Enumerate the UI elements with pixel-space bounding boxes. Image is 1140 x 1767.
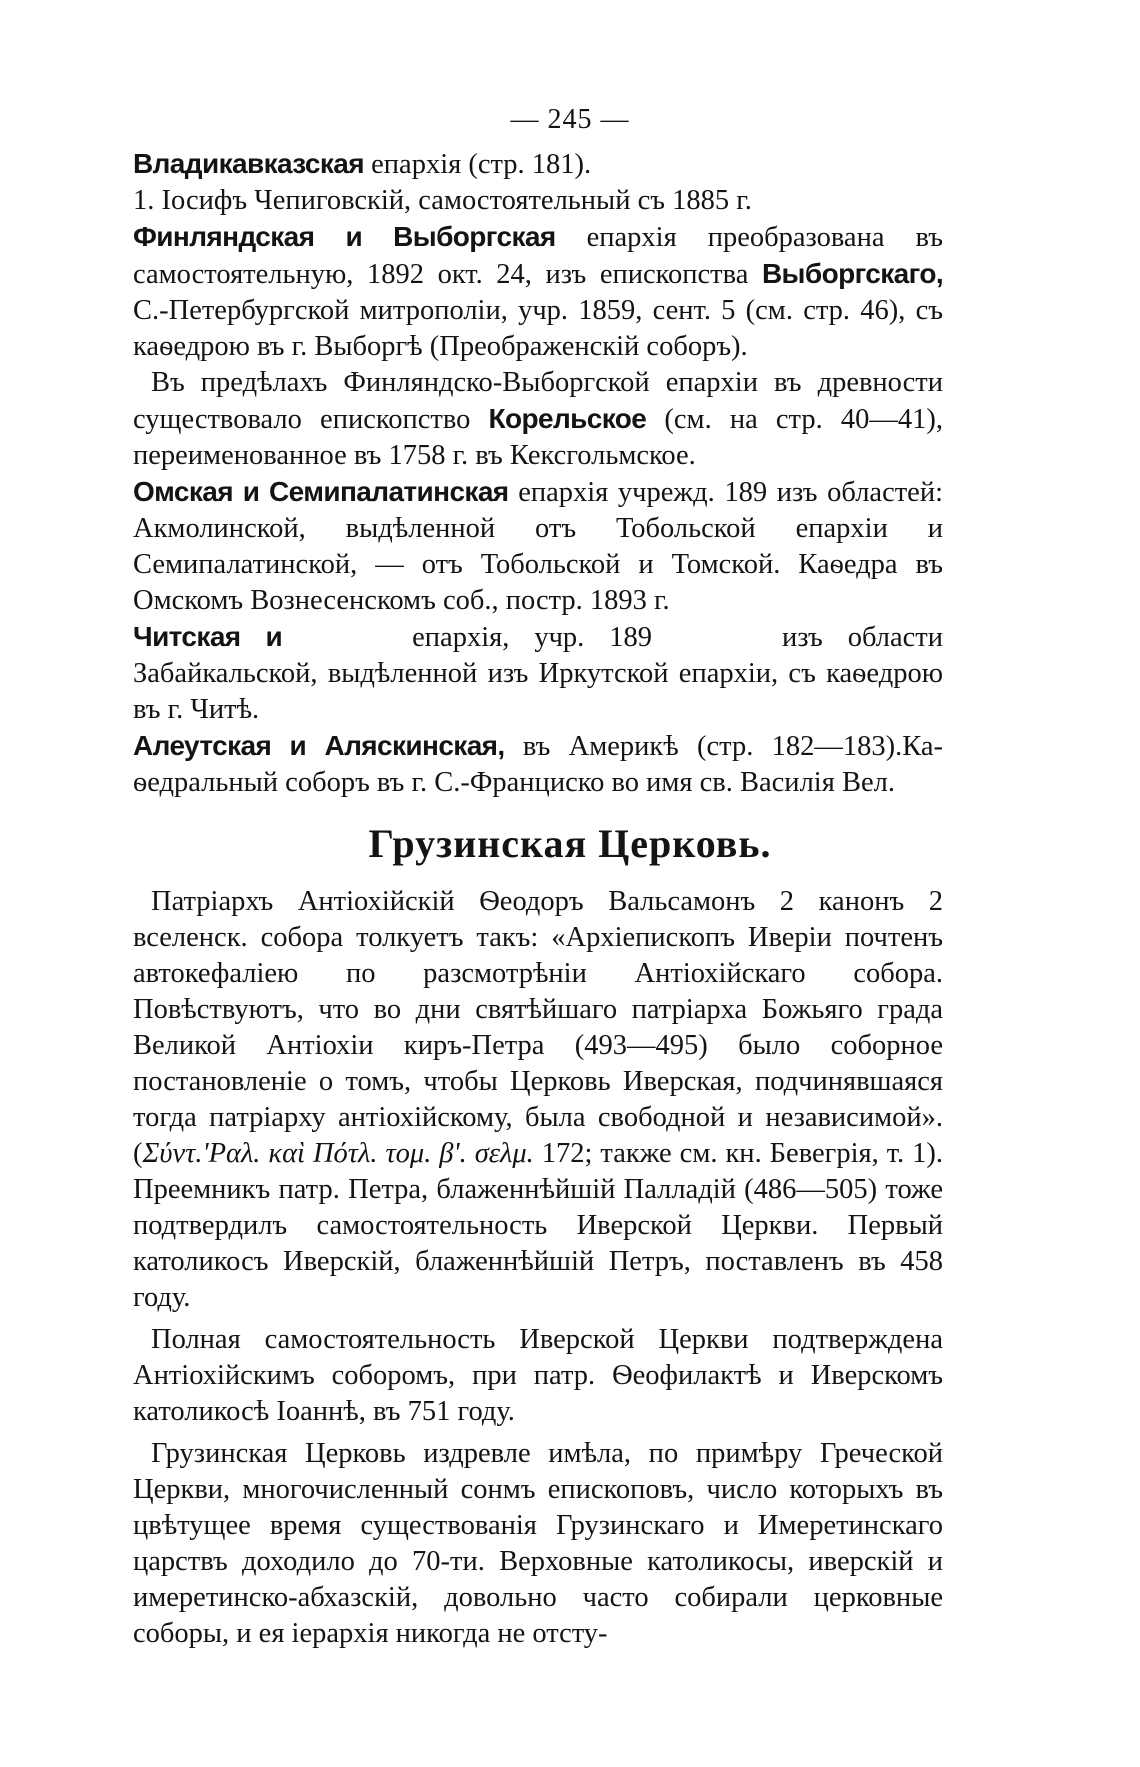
text-korela-1: Въ предѣлахъ Финляндско-Выборгской епархіи въ древности существовало епископство	[133, 367, 943, 435]
heading-korela: Корельское	[488, 403, 647, 434]
paragraph-aleut	[133, 728, 943, 801]
text-georgia-1a: Патріархъ Антіохійскій Ѳеодоръ Вальсамонъ 2 канонъ 2 вселенск. собора толкуетъ такъ: «Архіепископъ Иверіи почтенъ автокефаліею по разсмотрѣніи Антіохійскаго собора. Повѣствуютъ, что во дни святѣйшаго патріарха Божьяго града Великой Антіохіи киръ-Петра (493—495) было соборное постановленіе о томъ, чтобы Церковь Иверская, подчинявшаяся тогда патріарху антіохійскому, была свободной и независимой». (	[133, 886, 943, 1169]
text-finland-1: епархія преобразована въ самостоятельную, 1892 окт. 24, изъ епископства	[133, 222, 944, 290]
text-finland-2: С.-Петербургской митрополіи, учр. 1859, сент. 5 (см. стр. 46), съ каѳедрою въ г. Выборгѣ (Преображенскій соборъ).	[133, 295, 943, 362]
paragraph-korela	[133, 365, 943, 474]
paragraph-iosif	[133, 183, 943, 219]
text-omsk: епархія учрежд. 189 изъ областей: Акмолинской, выдѣленной отъ Тобольской епархіи и Семипалатинской, — отъ Тобольской и Томской. Каѳедра въ Омскомъ Вознесенскомъ соб., постр. 1893 г.	[133, 477, 943, 616]
text-georgia-1b: 172; также см. кн. Бевегрія, т. 1). Преемникъ патр. Петра, блаженнѣйшій Палладій (486—505) тоже подтвердилъ самостоятельность Иверской Церкви. Первый католикосъ Иверскій, блаженнѣйшій Петръ, поставленъ въ 458 году.	[133, 1138, 943, 1313]
heading-omsk: Омская и Семипалатинская	[133, 476, 509, 507]
text-chita-2: изъ области Забайкальской, выдѣленной изъ Иркутской епархіи, съ каѳедрою въ г. Читѣ.	[133, 622, 943, 725]
heading-vladikavkaz: Владикавказская	[133, 148, 365, 179]
paragraph-vladikavkaz	[133, 146, 943, 183]
georgian-church-text	[133, 884, 943, 1652]
page-number: — 245 —	[510, 104, 630, 135]
text-korela-2: (см. на стр. 40—41), переименованное въ 1758 г. въ Кексгольмское.	[133, 404, 943, 471]
text-vladikavkaz: епархія (стр. 181).	[364, 149, 592, 180]
text-georgia-3: Грузинская Церковь издревле имѣла, по примѣру Греческой Церкви, многочисленный сонмъ епископовъ, число которыхъ въ цвѣтущее время существованія Грузинскаго и Имеретинскаго царствъ доходило до 70-ти. Верховные католикосы, иверскій и имеретинско-абхазскій, довольно часто собирали церковные соборы, и ея іерархія никогда не отсту-	[133, 1438, 943, 1649]
text-chita-1: епархія, учр. 189	[412, 622, 652, 653]
paragraph-omsk	[133, 474, 943, 619]
greek-citation: Σύντ.'Ραλ. καὶ Πότλ. τομ. β'. σελμ.	[142, 1138, 534, 1169]
paragraph-chita	[133, 619, 943, 728]
heading-aleut: Алеутская и Аляскинская,	[133, 730, 505, 761]
paragraph-finland	[133, 219, 943, 365]
paragraph-georgia-3	[133, 1436, 943, 1652]
heading-vyborg: Выборгскаго,	[761, 258, 943, 289]
text-georgia-2: Полная самостоятельность Иверской Церкви подтверждена Антіохійскимъ соборомъ, при патр. Ѳеофилактѣ и Иверскомъ католикосѣ Іоаннѣ, въ 751 году.	[133, 1324, 943, 1427]
eparchy-list	[133, 146, 943, 801]
paragraph-georgia-1	[133, 884, 943, 1316]
paragraph-georgia-2	[133, 1322, 943, 1430]
text-aleut: въ Америкѣ (стр. 182—183).Каѳедральный соборъ въ г. С.-Франциско во имя св. Василія Вел.	[133, 731, 943, 798]
heading-finland: Финляндская и Выборгская	[133, 221, 556, 252]
text-iosif: 1. Іосифъ Чепиговскій, самостоятельный съ 1885 г.	[133, 185, 752, 216]
section-title: Грузинская Церковь.	[368, 821, 772, 866]
heading-chita: Читская и	[133, 621, 283, 652]
